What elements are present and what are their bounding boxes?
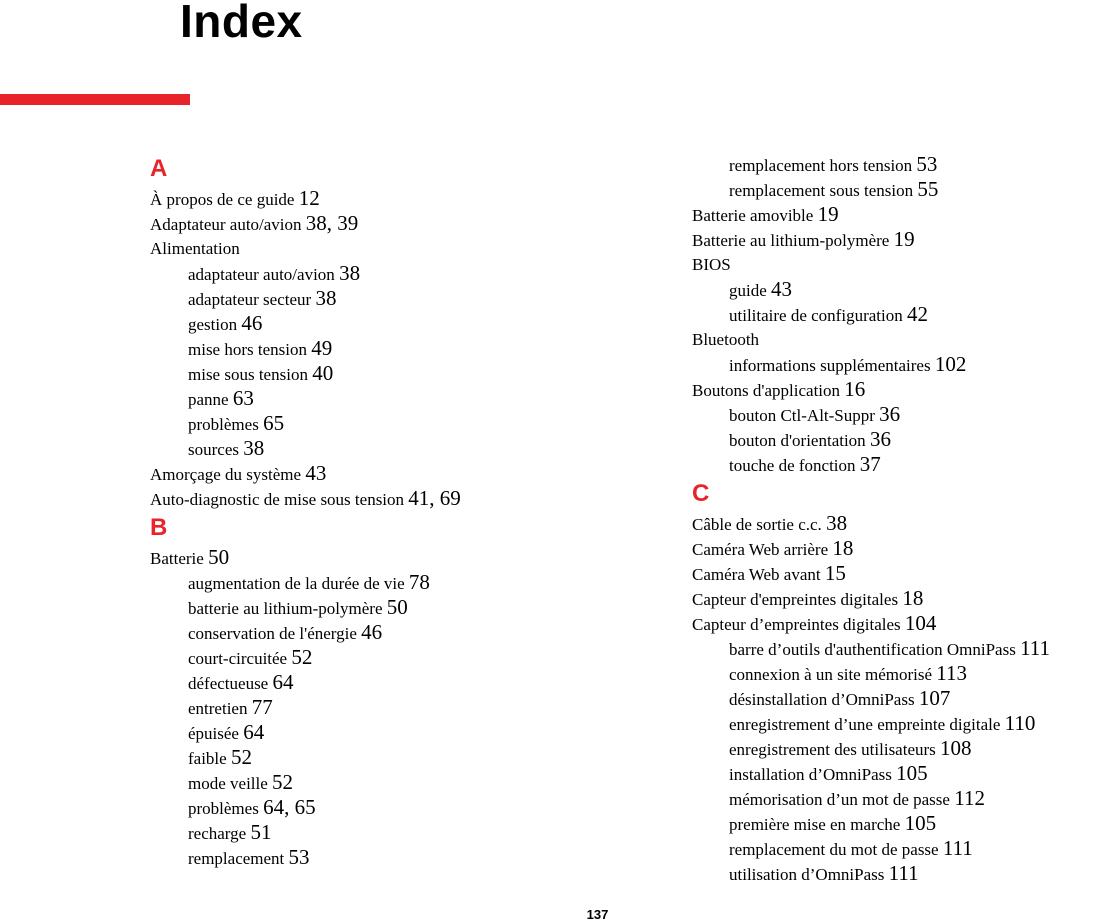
index-subentry: [692, 836, 1120, 861]
index-entry-label: installation d’OmniPass: [729, 765, 897, 784]
index-entry-pages: 55: [917, 177, 939, 201]
index-subentry: [150, 336, 670, 361]
index-subentry: [692, 761, 1120, 786]
index-entry: [150, 236, 670, 261]
index-entry: [692, 561, 1120, 586]
index-entry-pages: 18: [902, 586, 924, 610]
index-entry-label: batterie au lithium-polymère: [188, 599, 387, 618]
index-entry-label: enregistrement des utilisateurs: [729, 740, 941, 759]
index-entry-label: panne: [188, 390, 233, 409]
index-subentry: [150, 620, 670, 645]
index-entry-label: problèmes: [188, 415, 264, 434]
index-entry-pages: 49: [311, 336, 333, 360]
index-subentry: [150, 695, 670, 720]
index-entry-label: À propos de ce guide: [150, 190, 299, 209]
index-entry-pages: 38, 39: [305, 211, 359, 235]
index-entry-label: conservation de l'énergie: [188, 624, 362, 643]
index-entry-pages: 38: [339, 261, 361, 285]
index-entry-label: utilisation d’OmniPass: [729, 865, 889, 884]
index-entry-pages: 65: [263, 411, 285, 435]
index-entry-label: connexion à un site mémorisé: [729, 665, 937, 684]
index-entry-pages: 110: [1004, 711, 1036, 735]
index-entry-label: mode veille: [188, 774, 273, 793]
index-entry-pages: 78: [408, 570, 430, 594]
index-entry-label: épuisée: [188, 724, 244, 743]
index-entry-label: Auto-diagnostic de mise sous tension: [150, 490, 409, 509]
index-entry-pages: 105: [896, 761, 928, 785]
index-entry-pages: 38: [315, 286, 337, 310]
index-subentry: [692, 686, 1120, 711]
index-entry: [150, 186, 670, 211]
index-subentry: [692, 152, 1120, 177]
index-subentry: [150, 411, 670, 436]
index-entry-pages: 46: [361, 620, 383, 644]
index-entry-pages: 111: [942, 836, 973, 860]
index-subentry: [692, 811, 1120, 836]
index-entry-label: mise sous tension: [188, 365, 313, 384]
index-entry-pages: 52: [272, 770, 294, 794]
index-section-letter: C: [692, 480, 710, 507]
index-entry: [150, 461, 670, 486]
index-entry: [150, 211, 670, 236]
index-entry-label: sources: [188, 440, 244, 459]
index-subentry: [692, 427, 1120, 452]
index-entry-label: Câble de sortie c.c.: [692, 515, 827, 534]
index-entry-pages: 113: [936, 661, 967, 685]
index-subentry: [692, 352, 1120, 377]
index-entry-label: augmentation de la durée de vie: [188, 574, 409, 593]
index-entry-label: défectueuse: [188, 674, 273, 693]
index-entry-pages: 105: [904, 811, 937, 835]
index-entry-pages: 64, 65: [263, 795, 316, 819]
index-entry: [692, 536, 1120, 561]
index-entry-label: gestion: [188, 315, 242, 334]
index-entry-pages: 102: [934, 352, 967, 376]
index-entry-label: BIOS: [692, 255, 731, 274]
index-entry-label: bouton d'orientation: [729, 431, 870, 450]
index-entry-label: faible: [188, 749, 231, 768]
index-entry-pages: 52: [291, 645, 313, 669]
index-subentry: [150, 286, 670, 311]
index-subentry: [692, 277, 1120, 302]
index-entry: [692, 611, 1120, 636]
index-entry-label: entretien: [188, 699, 252, 718]
index-entry: [150, 545, 670, 570]
index-entry-label: Batterie au lithium-polymère: [692, 231, 894, 250]
index-entry-pages: 111: [888, 861, 919, 885]
index-entry-label: bouton Ctl-Alt-Suppr: [729, 406, 880, 425]
page-number: 137: [586, 907, 609, 922]
index-entry-pages: 19: [893, 227, 915, 251]
index-entry-label: enregistrement d’une empreinte digitale: [729, 715, 1005, 734]
index-subentry: [150, 770, 670, 795]
index-entry-pages: 107: [918, 686, 951, 710]
index-entry-pages: 53: [916, 152, 938, 176]
index-entry-label: première mise en marche: [729, 815, 905, 834]
index-entry-label: problèmes: [188, 799, 264, 818]
index-entry-pages: 63: [232, 386, 254, 410]
index-subentry: [692, 636, 1120, 661]
index-entry-label: remplacement sous tension: [729, 181, 918, 200]
index-entry-pages: 51: [250, 820, 272, 844]
index-subentry: [692, 711, 1120, 736]
index-entry-pages: 18: [832, 536, 854, 560]
index-subentry: [150, 795, 670, 820]
index-subentry: [150, 720, 670, 745]
index-entry-label: recharge: [188, 824, 251, 843]
index-entry-label: informations supplémentaires: [729, 356, 935, 375]
index-entry: [692, 252, 1120, 277]
index-entry-label: Caméra Web avant: [692, 565, 825, 584]
index-entry-label: Batterie: [150, 549, 209, 568]
index-entry-pages: 112: [954, 786, 985, 810]
index-entry-pages: 40: [312, 361, 334, 385]
index-entry: [692, 202, 1120, 227]
index-entry-pages: 64: [243, 720, 265, 744]
index-entry-pages: 111: [1020, 636, 1051, 660]
index-entry-pages: 36: [879, 402, 901, 426]
index-subentry: [150, 361, 670, 386]
index-column-left: [150, 152, 670, 870]
index-subentry: [692, 302, 1120, 327]
index-section-letter: A: [150, 155, 168, 182]
index-subentry: [150, 670, 670, 695]
index-subentry: [692, 786, 1120, 811]
index-entry-pages: 53: [288, 845, 310, 869]
index-entry-label: guide: [729, 281, 772, 300]
index-entry: [692, 586, 1120, 611]
index-entry-pages: 46: [241, 311, 263, 335]
index-entry-label: remplacement: [188, 849, 289, 868]
index-entry-label: désinstallation d’OmniPass: [729, 690, 919, 709]
index-subentry: [150, 845, 670, 870]
index-entry-label: Capteur d’empreintes digitales: [692, 615, 905, 634]
index-subentry: [150, 645, 670, 670]
index-subentry: [150, 595, 670, 620]
index-subentry: [692, 661, 1120, 686]
index-subentry: [150, 436, 670, 461]
index-entry-label: mise hors tension: [188, 340, 312, 359]
index-entry-pages: 19: [817, 202, 839, 226]
index-entry: [692, 511, 1120, 536]
index-entry-pages: 36: [869, 427, 891, 451]
index-entry-label: remplacement du mot de passe: [729, 840, 943, 859]
index-entry: [150, 486, 670, 511]
index-entry-pages: 16: [844, 377, 866, 401]
index-subentry: [150, 820, 670, 845]
index-entry-pages: 50: [386, 595, 408, 619]
index-subentry: [692, 177, 1120, 202]
index-entry-pages: 37: [859, 452, 881, 476]
index-section-letter: B: [150, 514, 168, 541]
index-entry-pages: 42: [906, 302, 928, 326]
index-entry-label: Bluetooth: [692, 330, 760, 349]
index-entry-label: utilitaire de configuration: [729, 306, 907, 325]
index-entry-pages: 38: [243, 436, 265, 460]
index-entry: [692, 227, 1120, 252]
index-entry-label: Caméra Web arrière: [692, 540, 833, 559]
index-entry-label: remplacement hors tension: [729, 156, 917, 175]
title-accent-bar: [0, 94, 190, 105]
index-entry: [692, 377, 1120, 402]
index-entry-label: adaptateur secteur: [188, 290, 316, 309]
index-entry-pages: 12: [298, 186, 320, 210]
index-subentry: [692, 736, 1120, 761]
index-entry-pages: 38: [826, 511, 848, 535]
index-subentry: [692, 402, 1120, 427]
index-entry-pages: 64: [272, 670, 294, 694]
index-entry-pages: 50: [208, 545, 230, 569]
index-subentry: [692, 452, 1120, 477]
index-subentry: [150, 386, 670, 411]
index-entry-label: mémorisation d’un mot de passe: [729, 790, 955, 809]
index-entry-label: Amorçage du système: [150, 465, 306, 484]
index-entry-label: barre d’outils d'authentification OmniPass: [729, 640, 1021, 659]
page-title: Index: [180, 0, 303, 47]
index-entry-label: Boutons d'application: [692, 381, 845, 400]
index-column-right: [692, 152, 1120, 886]
index-entry: [692, 327, 1120, 352]
index-entry-pages: 52: [230, 745, 252, 769]
index-subentry: [150, 261, 670, 286]
index-entry-pages: 15: [824, 561, 846, 585]
index-entry-label: Batterie amovible: [692, 206, 818, 225]
index-entry-label: Capteur d'empreintes digitales: [692, 590, 903, 609]
index-entry-label: adaptateur auto/avion: [188, 265, 340, 284]
index-entry-pages: 43: [771, 277, 793, 301]
index-entry-pages: 108: [940, 736, 972, 760]
index-subentry: [150, 745, 670, 770]
index-subentry: [150, 311, 670, 336]
index-entry-label: court-circuitée: [188, 649, 292, 668]
index-entry-pages: 43: [305, 461, 327, 485]
index-entry-label: touche de fonction: [729, 456, 860, 475]
index-entry-pages: 41, 69: [408, 486, 461, 510]
index-entry-pages: 77: [251, 695, 273, 719]
index-entry-label: Alimentation: [150, 239, 240, 258]
index-entry-pages: 104: [904, 611, 937, 635]
index-subentry: [692, 861, 1120, 886]
index-entry-label: Adaptateur auto/avion: [150, 215, 306, 234]
index-subentry: [150, 570, 670, 595]
